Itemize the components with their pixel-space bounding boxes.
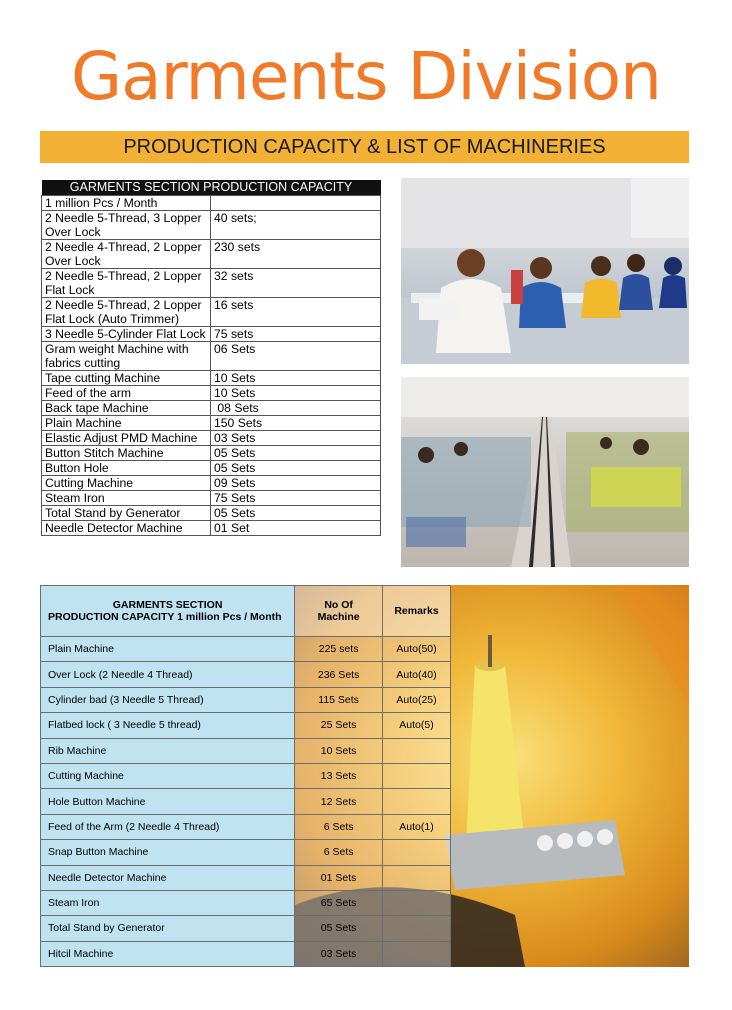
machine-name: Steam Iron: [41, 890, 295, 915]
machine-name: 2 Needle 5-Thread, 2 Lopper Flat Lock (Auto Trimmer): [42, 297, 211, 326]
machine-count: 08 Sets: [211, 400, 381, 415]
table-row: [42, 445, 381, 460]
table-row: [41, 789, 451, 814]
machine-name: Hitcil Machine: [41, 941, 295, 966]
table-row: [41, 890, 451, 915]
machine-table-header: [41, 586, 451, 637]
table-row: [42, 400, 381, 415]
table-row: [41, 637, 451, 662]
machine-name: Plain Machine: [42, 415, 211, 430]
machine-count: 150 Sets: [211, 415, 381, 430]
machine-remarks: [383, 865, 451, 890]
machine-name: Button Stitch Machine: [42, 445, 211, 460]
table-row: [42, 460, 381, 475]
machine-count: 03 Sets: [211, 430, 381, 445]
machine-name: Back tape Machine: [42, 400, 211, 415]
table-row: [41, 814, 451, 839]
table-row: [41, 941, 451, 966]
machine-name: Flatbed lock ( 3 Needle 5 thread): [41, 713, 295, 738]
machine-name: Hole Button Machine: [41, 789, 295, 814]
machine-name: Tape cutting Machine: [42, 370, 211, 385]
machine-remarks: Auto(50): [383, 637, 451, 662]
sewing-workers-illustration: [401, 178, 689, 364]
machine-name: Needle Detector Machine: [41, 865, 295, 890]
machine-remarks: [383, 738, 451, 763]
table-row: [41, 738, 451, 763]
machine-count: 10 Sets: [295, 738, 383, 763]
machine-remarks: Auto(40): [383, 662, 451, 687]
capacity-value: 1 million Pcs / Month: [42, 195, 211, 210]
machine-name: Feed of the arm: [42, 385, 211, 400]
empty-cell: [211, 195, 381, 210]
header-line1: GARMENTS SECTION: [112, 599, 223, 611]
machine-count: 10 Sets: [211, 385, 381, 400]
capacity-table-header: GARMENTS SECTION PRODUCTION CAPACITY: [42, 180, 381, 195]
machine-name: Total Stand by Generator: [41, 916, 295, 941]
machine-remarks: Auto(5): [383, 713, 451, 738]
machine-remarks: [383, 789, 451, 814]
table-row: [42, 268, 381, 297]
machine-name: Plain Machine: [41, 637, 295, 662]
machine-name: Elastic Adjust PMD Machine: [42, 430, 211, 445]
machine-remarks: [383, 916, 451, 941]
machine-count: 32 sets: [211, 268, 381, 297]
machine-name: Button Hole: [42, 460, 211, 475]
machine-count: 6 Sets: [295, 814, 383, 839]
machine-count: 25 Sets: [295, 713, 383, 738]
table-row: [42, 430, 381, 445]
machine-count: 236 Sets: [295, 662, 383, 687]
machine-name: Rib Machine: [41, 738, 295, 763]
sewing-workers-photo: [401, 178, 689, 364]
machine-count: 225 sets: [295, 637, 383, 662]
machine-name: Cutting Machine: [41, 763, 295, 788]
machine-remarks: [383, 890, 451, 915]
table-row: [42, 210, 381, 239]
machine-count: 05 Sets: [295, 916, 383, 941]
table-row: [42, 385, 381, 400]
machine-remarks: Auto(25): [383, 687, 451, 712]
machine-remarks: [383, 941, 451, 966]
machine-count: 05 Sets: [211, 505, 381, 520]
machine-count: 06 Sets: [211, 341, 381, 370]
page-title: Garments Division: [70, 38, 662, 115]
table-row: [41, 687, 451, 712]
machine-count: 01 Sets: [295, 865, 383, 890]
machine-name: 3 Needle 5-Cylinder Flat Lock: [42, 326, 211, 341]
machine-count: 6 Sets: [295, 840, 383, 865]
machine-count: 75 sets: [211, 326, 381, 341]
machine-count: 75 Sets: [211, 490, 381, 505]
machine-count: 05 Sets: [211, 445, 381, 460]
table-row: [42, 195, 381, 210]
table-row: [41, 713, 451, 738]
table-row: [42, 505, 381, 520]
machine-name: Over Lock (2 Needle 4 Thread): [41, 662, 295, 687]
machine-count: 05 Sets: [211, 460, 381, 475]
machine-count: 16 sets: [211, 297, 381, 326]
machine-count: 40 sets;: [211, 210, 381, 239]
machine-count: 03 Sets: [295, 941, 383, 966]
machine-remarks: [383, 840, 451, 865]
machine-remarks: [383, 763, 451, 788]
machine-remarks: Auto(1): [383, 814, 451, 839]
machine-name: 2 Needle 4-Thread, 2 Lopper Over Lock: [42, 239, 211, 268]
table-row: [42, 415, 381, 430]
machine-count: 115 Sets: [295, 687, 383, 712]
table-row: [42, 297, 381, 326]
table-row: [42, 341, 381, 370]
header-line2: PRODUCTION CAPACITY 1 million Pcs / Month: [48, 611, 282, 623]
machine-name: 2 Needle 5-Thread, 3 Lopper Over Lock: [42, 210, 211, 239]
machine-name: Needle Detector Machine: [42, 520, 211, 535]
machine-count: 09 Sets: [211, 475, 381, 490]
machine-name: Feed of the Arm (2 Needle 4 Thread): [41, 814, 295, 839]
machine-count: 230 sets: [211, 239, 381, 268]
machine-count: 12 Sets: [295, 789, 383, 814]
machine-table: [40, 585, 451, 967]
table-row: [41, 916, 451, 941]
machine-count: 13 Sets: [295, 763, 383, 788]
col-header-count: No Of Machine: [295, 586, 383, 637]
machine-name: Cylinder bad (3 Needle 5 Thread): [41, 687, 295, 712]
machine-name: Gram weight Machine with fabrics cutting: [42, 341, 211, 370]
table-row: [41, 865, 451, 890]
capacity-table: [41, 180, 381, 536]
table-row: [42, 490, 381, 505]
machine-section: [40, 585, 689, 967]
machine-name: Total Stand by Generator: [42, 505, 211, 520]
col-header-remarks: Remarks: [383, 586, 451, 637]
factory-floor-illustration: [401, 377, 689, 567]
table-row: [42, 475, 381, 490]
machine-name: Steam Iron: [42, 490, 211, 505]
table-row: [41, 662, 451, 687]
machine-count: 10 Sets: [211, 370, 381, 385]
machine-name: Cutting Machine: [42, 475, 211, 490]
table-row: [42, 326, 381, 341]
table-row: [42, 239, 381, 268]
machine-count: 65 Sets: [295, 890, 383, 915]
section-banner: PRODUCTION CAPACITY & LIST OF MACHINERIES: [40, 131, 689, 163]
factory-floor-photo: [401, 377, 689, 567]
table-row: [42, 520, 381, 535]
table-row: [41, 763, 451, 788]
table-row: [42, 370, 381, 385]
machine-name: Snap Button Machine: [41, 840, 295, 865]
machine-table-title: [41, 586, 295, 637]
table-row: [41, 840, 451, 865]
machine-count: 01 Set: [211, 520, 381, 535]
machine-name: 2 Needle 5-Thread, 2 Lopper Flat Lock: [42, 268, 211, 297]
